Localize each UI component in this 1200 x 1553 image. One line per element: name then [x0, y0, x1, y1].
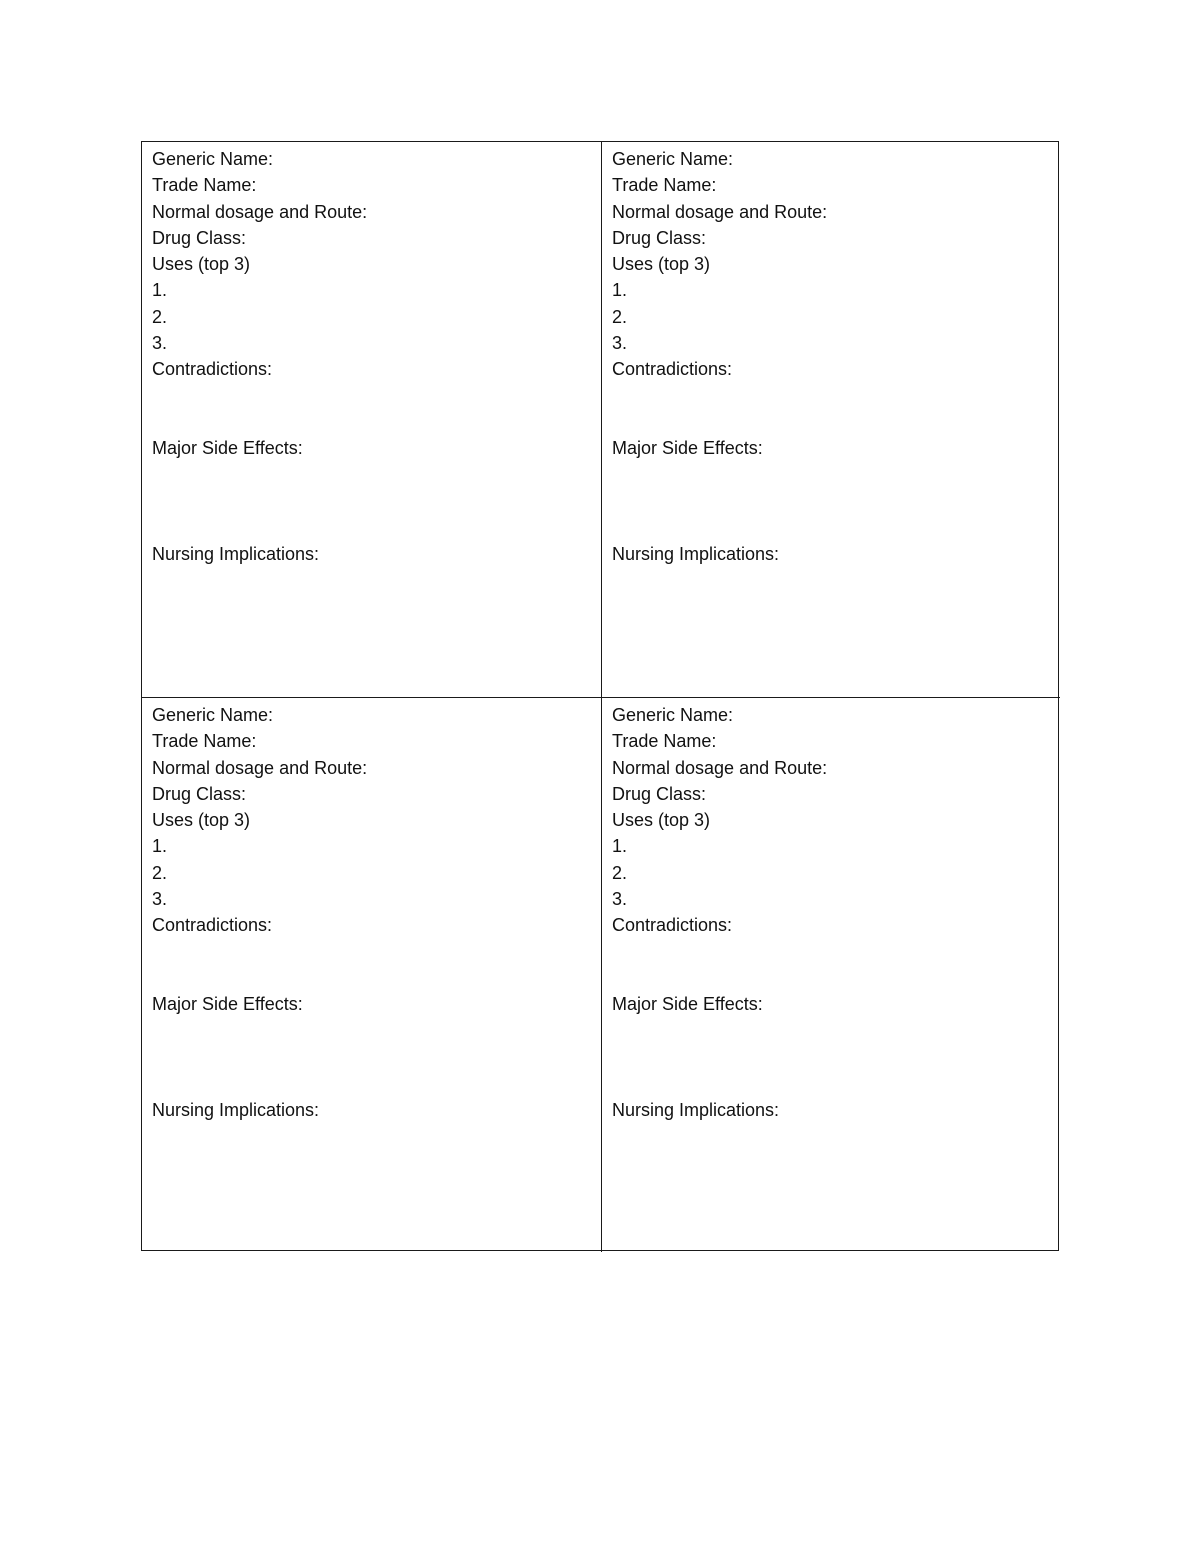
dosage-route-label: Normal dosage and Route:: [152, 201, 368, 222]
use-item-3: 3.: [152, 333, 168, 354]
uses-label: Uses (top 3): [152, 254, 251, 275]
contradictions-label: Contradictions:: [152, 359, 273, 380]
drug-card-grid: [141, 141, 1059, 1251]
use-item-3: 3.: [612, 889, 628, 910]
contradictions-label: Contradictions:: [612, 915, 733, 936]
drug-card-top-left: [142, 142, 601, 697]
nursing-implications-label: Nursing Implications:: [152, 1099, 320, 1120]
dosage-route-label: Normal dosage and Route:: [152, 757, 368, 778]
generic-name-label: Generic Name:: [612, 705, 734, 725]
drug-class-label: Drug Class:: [152, 783, 247, 804]
uses-label: Uses (top 3): [152, 810, 251, 831]
use-item-2: 2.: [152, 306, 168, 327]
drug-class-label: Drug Class:: [612, 227, 707, 248]
use-item-2: 2.: [612, 306, 628, 327]
use-item-3: 3.: [152, 889, 168, 910]
use-item-3: 3.: [612, 333, 628, 354]
side-effects-label: Major Side Effects:: [612, 438, 763, 459]
drug-card-bottom-right: [601, 697, 1060, 1252]
trade-name-label: Trade Name:: [612, 175, 717, 196]
drug-card-top-right: [601, 142, 1060, 697]
side-effects-label: Major Side Effects:: [612, 994, 763, 1015]
nursing-implications-label: Nursing Implications:: [612, 543, 780, 564]
uses-label: Uses (top 3): [612, 254, 711, 275]
dosage-route-label: Normal dosage and Route:: [612, 201, 828, 222]
dosage-route-label: Normal dosage and Route:: [612, 757, 828, 778]
trade-name-label: Trade Name:: [152, 175, 257, 196]
contradictions-label: Contradictions:: [152, 915, 273, 936]
use-item-1: 1.: [152, 280, 168, 301]
generic-name-label: Generic Name:: [152, 705, 274, 725]
generic-name-label: Generic Name:: [152, 149, 274, 169]
nursing-implications-label: Nursing Implications:: [152, 543, 320, 564]
trade-name-label: Trade Name:: [152, 731, 257, 752]
use-item-1: 1.: [612, 280, 628, 301]
drug-class-label: Drug Class:: [612, 783, 707, 804]
nursing-implications-label: Nursing Implications:: [612, 1099, 780, 1120]
use-item-1: 1.: [612, 836, 628, 857]
use-item-2: 2.: [152, 862, 168, 883]
side-effects-label: Major Side Effects:: [152, 438, 303, 459]
uses-label: Uses (top 3): [612, 810, 711, 831]
drug-card-bottom-left: [142, 697, 601, 1252]
use-item-1: 1.: [152, 836, 168, 857]
contradictions-label: Contradictions:: [612, 359, 733, 380]
generic-name-label: Generic Name:: [612, 149, 734, 169]
use-item-2: 2.: [612, 862, 628, 883]
trade-name-label: Trade Name:: [612, 731, 717, 752]
drug-class-label: Drug Class:: [152, 227, 247, 248]
side-effects-label: Major Side Effects:: [152, 994, 303, 1015]
